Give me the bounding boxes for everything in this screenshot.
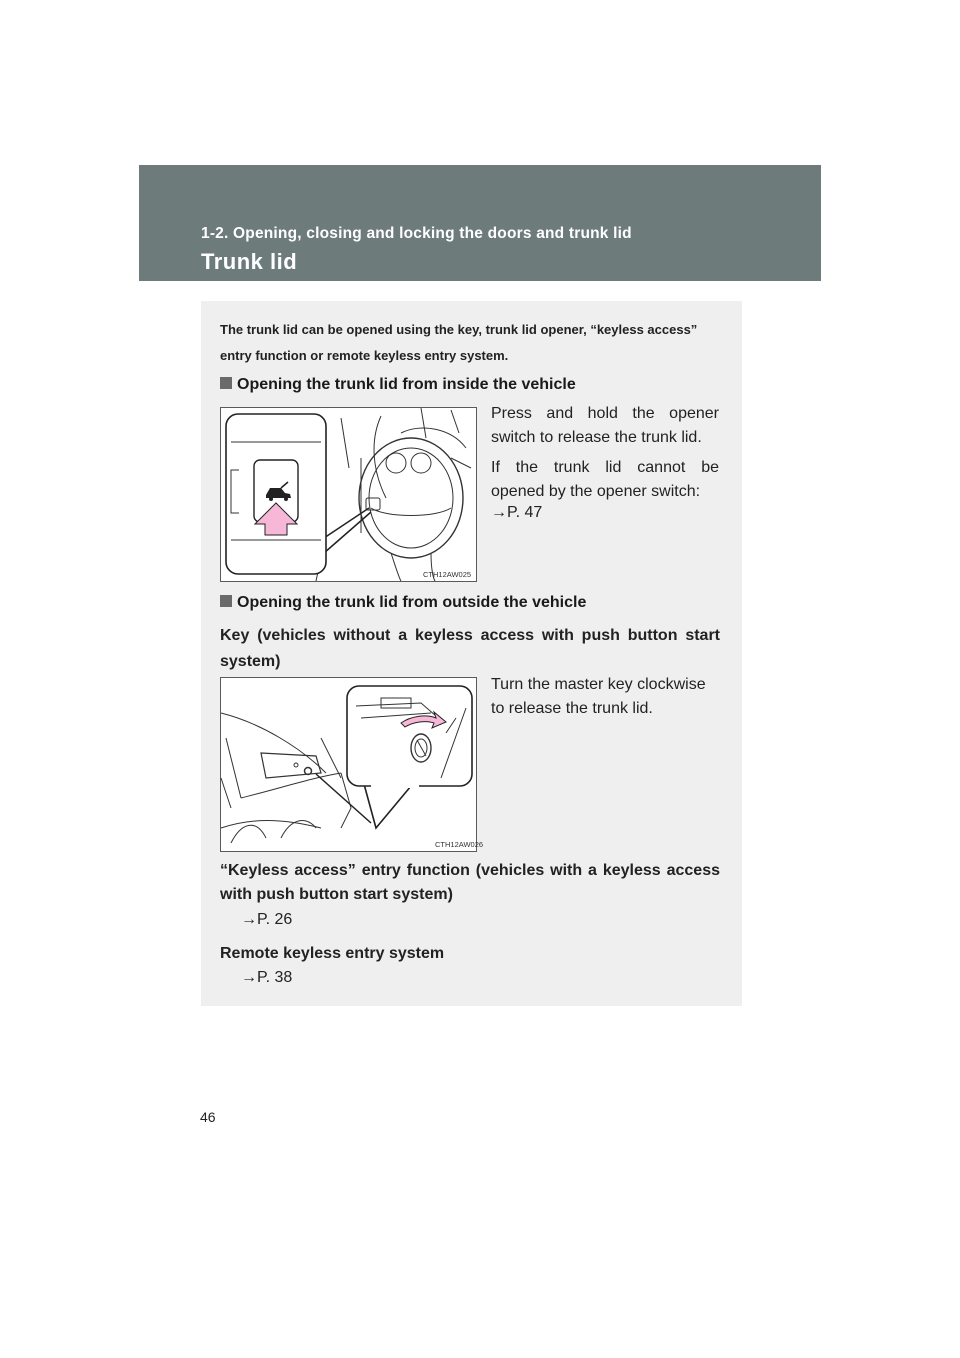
outside-heading-text: Opening the trunk lid from outside the vehicle bbox=[237, 594, 587, 611]
keyless-heading: “Keyless access” entry function (vehicles with a keyless access with push button start system) bbox=[220, 862, 720, 903]
page-title: Trunk lid bbox=[201, 249, 298, 274]
key-text: Turn the master key clockwise to release the trunk lid. bbox=[491, 676, 706, 717]
remote-heading: Remote keyless entry system bbox=[220, 945, 445, 962]
master-key-figure bbox=[220, 677, 484, 852]
intro-text: The trunk lid can be opened using the key, trunk lid opener, “keyless access” entry function or remote keyless entry system. bbox=[220, 322, 698, 363]
opener-switch-illustration bbox=[221, 408, 476, 581]
square-bullet-icon bbox=[220, 595, 232, 607]
inside-paragraph-2: If the trunk lid cannot be opened by the opener switch: bbox=[491, 459, 719, 500]
keyless-ref[interactable]: →P. 26 bbox=[241, 911, 293, 928]
figure-code: CTH12AW025 bbox=[423, 570, 472, 579]
inside-heading-text: Opening the trunk lid from inside the vehicle bbox=[237, 376, 576, 393]
section-header bbox=[139, 165, 821, 281]
inside-ref[interactable]: →P. 47 bbox=[491, 504, 543, 521]
inside-paragraph-1: Press and hold the opener switch to release the trunk lid. bbox=[491, 405, 719, 446]
outside-heading bbox=[220, 594, 586, 612]
master-key-illustration bbox=[221, 678, 484, 851]
figure-code: CTH12AW026 bbox=[435, 840, 484, 849]
section-title: 1-2. Opening, closing and locking the doors and trunk lid bbox=[201, 225, 632, 242]
content-panel bbox=[201, 301, 742, 1006]
page-number: 46 bbox=[200, 1109, 216, 1125]
key-heading: Key (vehicles without a keyless access with push button start system) bbox=[220, 627, 720, 670]
inside-heading bbox=[220, 376, 576, 394]
opener-switch-figure bbox=[220, 407, 477, 582]
remote-ref[interactable]: →P. 38 bbox=[241, 969, 293, 986]
square-bullet-icon bbox=[220, 377, 232, 389]
